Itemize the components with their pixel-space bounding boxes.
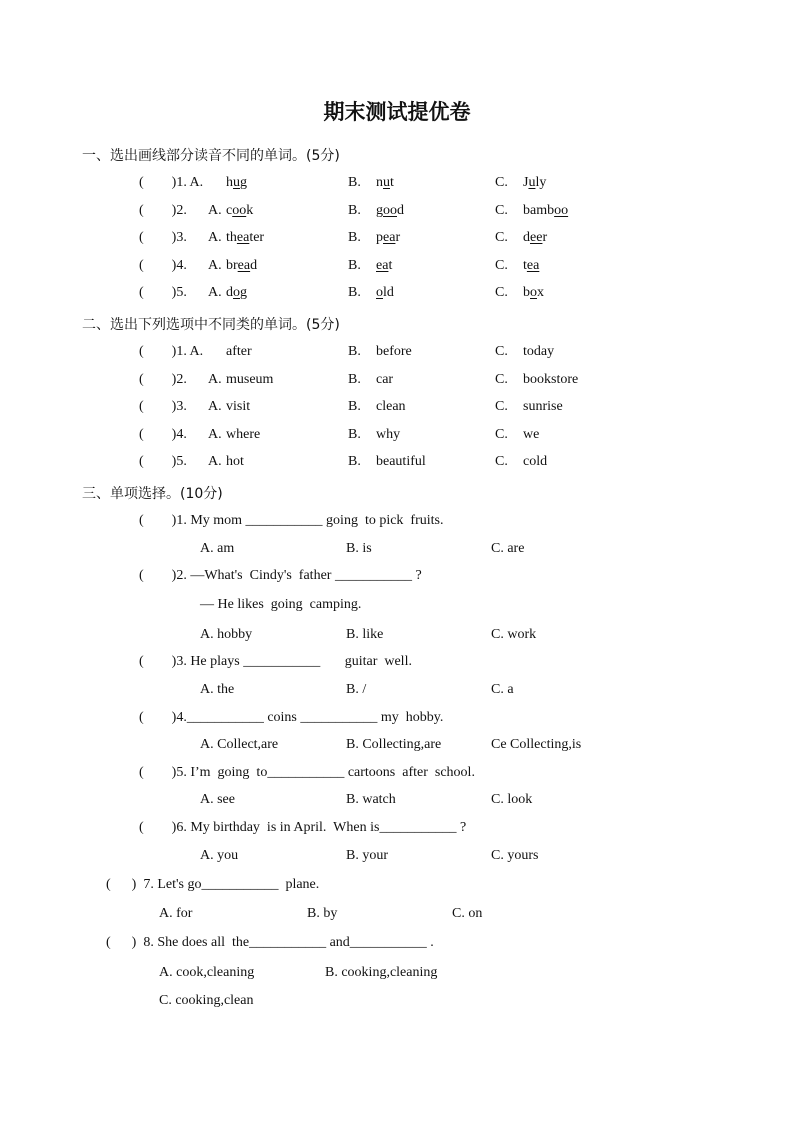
question-number: ( )2. bbox=[139, 202, 187, 218]
option-c-word: bookstore bbox=[523, 371, 579, 387]
section-heading-1: 一、选出画线部分读音不同的单词。(5分) bbox=[82, 148, 340, 164]
section-heading-2: 二、选出下列选项中不同类的单词。(5分) bbox=[82, 317, 340, 333]
question-number: ( )4. bbox=[139, 426, 187, 442]
option-c-word: today bbox=[523, 344, 555, 359]
answer-option: C. work bbox=[491, 627, 537, 642]
option-label: B. bbox=[348, 344, 361, 359]
underlined-letters: u bbox=[233, 175, 240, 190]
question-stem-line-2: — He likes going camping. bbox=[200, 597, 362, 612]
option-label: C. bbox=[495, 371, 508, 387]
answer-option: A. hobby bbox=[200, 627, 253, 642]
underlined-letters: o bbox=[530, 285, 537, 301]
option-b-word: good bbox=[376, 202, 404, 218]
option-a-word: bread bbox=[226, 257, 258, 273]
option-label: A. bbox=[208, 257, 222, 273]
answer-option: C. cooking,clean bbox=[159, 993, 254, 1008]
underlined-letters: oo bbox=[232, 202, 247, 218]
option-a-word: visit bbox=[226, 399, 251, 415]
underlined-letters: ea bbox=[376, 257, 389, 273]
option-a-word: where bbox=[226, 426, 261, 442]
underlined-letters: u bbox=[528, 175, 536, 190]
option-c-word: deer bbox=[523, 230, 548, 246]
option-label: B. bbox=[348, 454, 361, 470]
answer-option: C. look bbox=[491, 792, 533, 807]
option-a-word: dog bbox=[226, 285, 247, 301]
option-b-word: clean bbox=[376, 399, 406, 415]
option-label: B. bbox=[348, 257, 361, 273]
question-stem: ( )4.___________ coins ___________ my hobby. bbox=[139, 710, 444, 725]
underlined-letters: ea bbox=[383, 230, 396, 246]
option-label: C. bbox=[495, 399, 508, 415]
question-number: ( )2. bbox=[139, 371, 187, 387]
answer-option: B. cooking,cleaning bbox=[325, 965, 438, 980]
option-a-word: hug bbox=[226, 175, 247, 190]
option-label: B. bbox=[348, 175, 361, 190]
underlined-letters: ea bbox=[236, 230, 250, 246]
option-a-word: after bbox=[226, 344, 252, 359]
underlined-letters: oo bbox=[554, 202, 569, 218]
answer-option: C. are bbox=[491, 541, 525, 556]
question-number: ( )3. bbox=[139, 230, 187, 246]
option-c-word: we bbox=[523, 426, 540, 442]
question-number: ( )3. bbox=[139, 399, 187, 415]
question-stem: ( )6. My birthday is in April. When is___________ ? bbox=[139, 820, 467, 835]
question-number: ( )5. bbox=[139, 285, 187, 301]
option-label: C. bbox=[495, 426, 508, 442]
underlined-letters: o bbox=[376, 285, 383, 301]
question-stem: ( )2. —What's Cindy's father ___________ ? bbox=[139, 568, 422, 583]
option-label: B. bbox=[348, 230, 361, 246]
answer-option: C. a bbox=[491, 682, 514, 697]
answer-option: A. for bbox=[159, 906, 193, 921]
answer-option: A. cook,cleaning bbox=[159, 965, 255, 980]
question-stem: ( ) 8. She does all the___________ and___________ . bbox=[106, 935, 434, 950]
question-number: ( )1. A. bbox=[139, 344, 204, 359]
underlined-letters: ea bbox=[526, 257, 540, 273]
question-stem: ( )1. My mom ___________ going to pick fruits. bbox=[139, 513, 444, 528]
answer-option: A. you bbox=[200, 848, 239, 863]
option-b-word: eat bbox=[376, 257, 393, 273]
option-b-word: why bbox=[376, 426, 401, 442]
underlined-letters: u bbox=[383, 175, 390, 190]
option-label: A. bbox=[208, 285, 222, 301]
option-b-word: pear bbox=[376, 230, 401, 246]
underlined-letters: o bbox=[233, 285, 240, 301]
underlined-letters: ea bbox=[237, 257, 251, 273]
answer-option: A. Collect,are bbox=[200, 737, 279, 752]
option-c-word: July bbox=[523, 175, 547, 190]
question-stem: ( )3. He plays ___________ guitar well. bbox=[139, 654, 412, 669]
option-b-word: old bbox=[376, 285, 394, 301]
answer-option: B. like bbox=[346, 627, 384, 642]
question-stem: ( ) 7. Let's go___________ plane. bbox=[106, 877, 320, 892]
option-a-word: museum bbox=[226, 371, 274, 387]
question-stem: ( )5. I’m going to___________ cartoons after school. bbox=[139, 765, 475, 780]
option-label: C. bbox=[495, 257, 508, 273]
option-b-word: car bbox=[376, 371, 394, 387]
option-a-word: hot bbox=[226, 454, 244, 470]
option-label: A. bbox=[208, 371, 222, 387]
answer-option: B. is bbox=[346, 541, 372, 556]
underlined-letters: ee bbox=[530, 230, 543, 246]
answer-option: A. the bbox=[200, 682, 235, 697]
option-label: B. bbox=[348, 202, 361, 218]
option-label: A. bbox=[208, 426, 222, 442]
answer-option: Ce Collecting,is bbox=[491, 737, 582, 752]
option-label: B. bbox=[348, 285, 361, 301]
option-label: C. bbox=[495, 175, 508, 190]
option-c-word: tea bbox=[523, 257, 540, 273]
option-b-word: before bbox=[376, 344, 412, 359]
question-number: ( )1. A. bbox=[139, 175, 204, 190]
option-b-word: nut bbox=[376, 175, 394, 190]
answer-option: C. on bbox=[452, 906, 483, 921]
option-label: A. bbox=[208, 202, 222, 218]
answer-option: B. watch bbox=[346, 792, 396, 807]
option-label: C. bbox=[495, 285, 508, 301]
page-title: 期末测试提优卷 bbox=[323, 100, 471, 124]
option-label: B. bbox=[348, 371, 361, 387]
answer-option: A. see bbox=[200, 792, 235, 807]
answer-option: B. by bbox=[307, 906, 338, 921]
option-label: B. bbox=[348, 399, 361, 415]
option-a-word: cook bbox=[226, 202, 254, 218]
answer-option: A. am bbox=[200, 541, 235, 556]
question-number: ( )5. bbox=[139, 454, 187, 470]
answer-option: B. your bbox=[346, 848, 388, 863]
option-label: C. bbox=[495, 344, 508, 359]
underlined-letters: oo bbox=[383, 202, 397, 218]
option-label: C. bbox=[495, 202, 508, 218]
option-label: B. bbox=[348, 426, 361, 442]
question-number: ( )4. bbox=[139, 257, 187, 273]
option-b-word: beautiful bbox=[376, 454, 426, 470]
option-c-word: box bbox=[523, 285, 544, 301]
option-label: C. bbox=[495, 454, 508, 470]
answer-option: B. Collecting,are bbox=[346, 737, 442, 752]
option-c-word: sunrise bbox=[523, 399, 563, 415]
option-c-word: bamboo bbox=[523, 202, 569, 218]
option-label: A. bbox=[208, 454, 222, 470]
option-label: A. bbox=[208, 230, 222, 246]
option-a-word: theater bbox=[226, 230, 265, 246]
answer-option: B. / bbox=[346, 682, 367, 697]
option-c-word: cold bbox=[523, 454, 548, 470]
section-heading-3: 三、单项选择。(10分) bbox=[82, 486, 223, 502]
answer-option: C. yours bbox=[491, 848, 539, 863]
option-label: C. bbox=[495, 230, 508, 246]
option-label: A. bbox=[208, 399, 222, 415]
